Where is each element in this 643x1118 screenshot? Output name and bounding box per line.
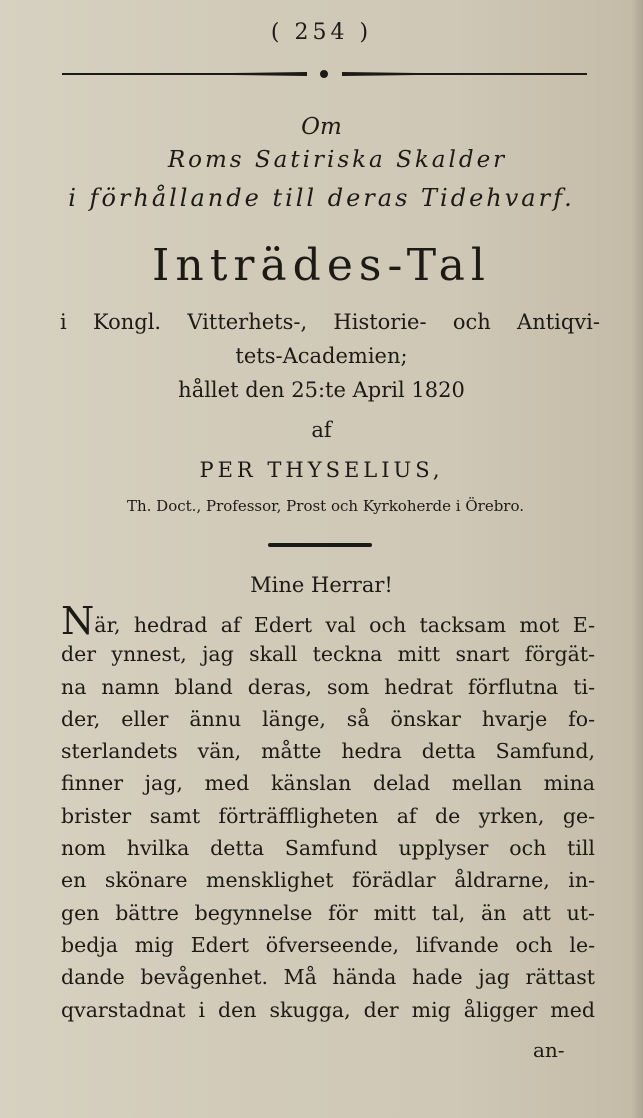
text-line-content: är, hedrad af Edert val och tacksam mot E- — [94, 613, 595, 637]
venue-line-1: i Kongl. Vitterhets-, Historie- och Antiqvi- — [60, 310, 600, 334]
salutation: Mine Herrar! — [250, 573, 393, 597]
author-credentials: Th. Doct., Professor, Prost och Kyrkoherde i Örebro. — [126, 497, 525, 515]
text-line: en skönare mensklighet förädlar åldrarne, in- — [61, 868, 595, 893]
body-paragraph — [61, 606, 595, 1026]
heading-line-2: Roms Satiriska Skalder — [167, 147, 508, 173]
text-line: bedja mig Edert öfverseende, lifvande och le- — [61, 932, 595, 957]
initial-letter: N — [61, 606, 95, 639]
text-line: dande bevågenhet. Må hända hade jag rättast — [61, 965, 595, 990]
heading-line-3: i förhållande till deras Tidehvarf. — [68, 184, 575, 212]
text-line: finner jag, med känslan delad mellan mina — [61, 771, 595, 796]
ornamental-rule — [62, 70, 587, 78]
text-line: brister samt förträffligheten af de yrken, ge- — [61, 803, 595, 828]
text-line: gen bättre begynnelse för mitt tal, än att ut- — [61, 900, 595, 925]
text-line — [61, 606, 595, 638]
heading-line-1: Om — [301, 114, 342, 140]
text-line: der, eller ännu länge, så önskar hvarje fo- — [61, 706, 595, 731]
text-line: na namn bland deras, som hedrat förflutna ti- — [61, 674, 595, 699]
text-line: sterlandets vän, måtte hedra detta Samfund, — [61, 739, 595, 764]
text-line: nom hvilka detta Samfund upplyser och till — [61, 836, 595, 861]
af-line: af — [311, 418, 332, 442]
section-divider — [268, 543, 372, 547]
text-line: qvarstadnat i den skugga, der mig åligger med — [61, 997, 595, 1022]
page-number: ( 254 ) — [270, 20, 373, 45]
main-title: Inträdes-Tal — [152, 240, 491, 291]
text-line: der ynnest, jag skall teckna mitt snart förgät- — [61, 642, 595, 667]
venue-line-3: hållet den 25:te April 1820 — [178, 378, 465, 402]
author-name: PER THYSELIUS, — [199, 458, 444, 482]
venue-line-2: tets-Academien; — [235, 344, 408, 368]
catchword: an- — [533, 1038, 565, 1062]
